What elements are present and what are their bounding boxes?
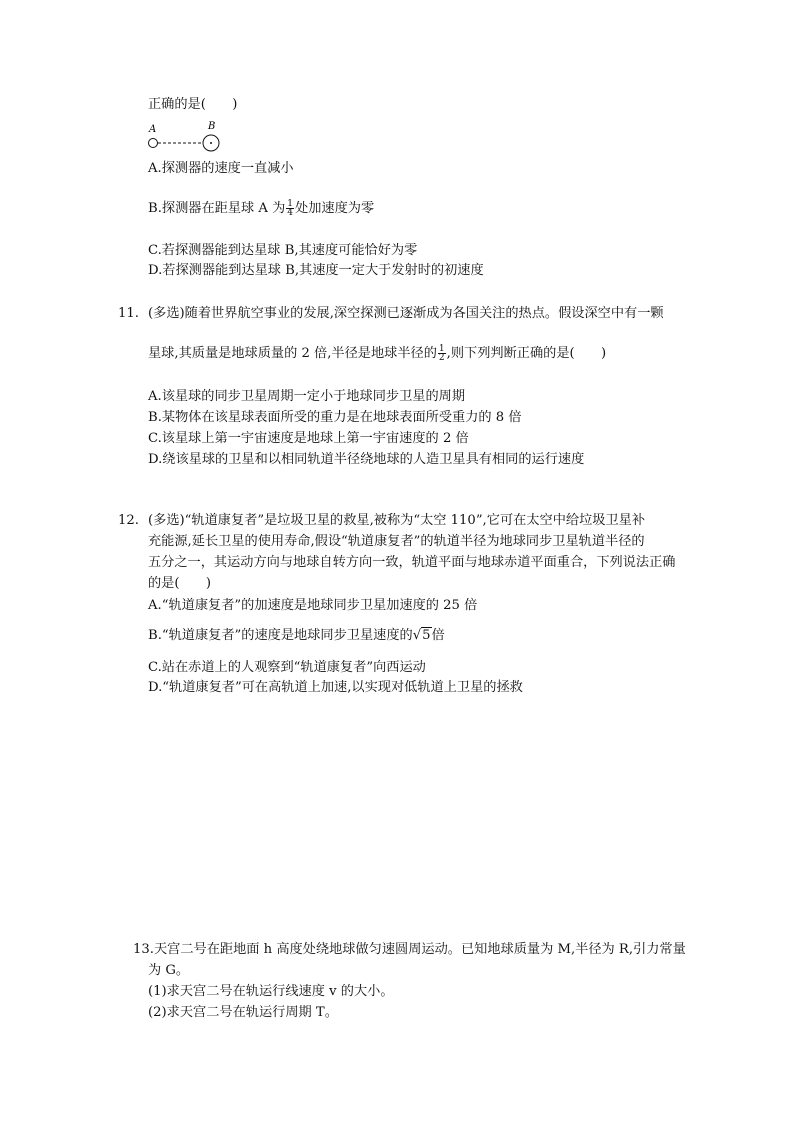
q13-stem-line2: 为 G。: [148, 963, 190, 978]
q11-number: 11.: [118, 306, 139, 321]
q12-stem-line1: (多选)“轨道康复者”是垃圾卫星的救星,被称为“太空 110”,它可在太空中给垃圾卫星补: [148, 513, 646, 528]
q10-figure: [140, 118, 230, 158]
q13-sub1: (1)求天宫二号在轨运行线速度 v 的大小。: [148, 984, 394, 999]
q11-option-c: C.该星球上第一宇宙速度是地球上第一宇宙速度的 2 倍: [148, 431, 469, 446]
q12-stem-line2: 充能源,延长卫星的使用寿命,假设“轨道康复者”的轨道半径为地球同步卫星轨道半径的: [148, 534, 645, 549]
q12-stem-line4: 的是( ): [148, 576, 212, 591]
q12-number: 12.: [118, 513, 139, 528]
fraction-one-half: $\frac{1}{2}$: [438, 344, 445, 363]
star-b-center-dot: [210, 142, 212, 144]
q11-option-d: D.绕该星球的卫星和以相同轨道半径绕地球的人造卫星具有相同的运行速度: [148, 452, 585, 467]
q10-option-a: A.探测器的速度一直减小: [148, 161, 294, 176]
q10-label-a: A: [149, 124, 157, 135]
q10-option-c: C.若探测器能到达星球 B,其速度可能恰好为零: [148, 243, 418, 258]
q10-option-b: B.探测器在距星球 A 为 $\frac{1}{4}$ 处加速度为零: [148, 199, 375, 218]
q11-stem-line2: 星球,其质量是地球质量的 2 倍,半径是地球半径的 $\frac{1}{2}$ ,则下列判断正确的是( ): [148, 344, 607, 363]
q11-stem-line1: (多选)随着世界航空事业的发展,深空探测已逐渐成为各国关注的热点。假设深空中有一颗: [148, 306, 664, 321]
fraction-one-quarter: $\frac{1}{4}$: [287, 199, 294, 218]
q10-label-b: B: [208, 121, 216, 132]
star-a-circle: [149, 139, 158, 148]
sqrt-five: √5: [412, 628, 431, 643]
q10-stem-tail: 正确的是( ): [148, 97, 238, 112]
q11-option-a: A.该星球的同步卫星周期一定小于地球同步卫星的周期: [148, 389, 466, 404]
q13-stem-line1: 13.天宫二号在距地面 h 高度处绕地球做匀速圆周运动。已知地球质量为 M,半径为 R,引力常量: [133, 942, 686, 957]
q12-option-d: D.“轨道康复者”可在高轨道上加速,以实现对低轨道上卫星的拯救: [148, 680, 523, 695]
q12-option-c: C.站在赤道上的人观察到“轨道康复者”向西运动: [148, 660, 426, 675]
q12-option-b: B.“轨道康复者”的速度是地球同步卫星速度的√5倍: [148, 628, 445, 643]
q11-option-b: B.某物体在该星球表面所受的重力是在地球表面所受重力的 8 倍: [148, 410, 522, 425]
q12-option-a: A.“轨道康复者”的加速度是地球同步卫星加速度的 25 倍: [148, 598, 478, 613]
q13-sub2: (2)求天宫二号在轨运行周期 T。: [148, 1005, 338, 1020]
q10-option-d: D.若探测器能到达星球 B,其速度一定大于发射时的初速度: [148, 263, 484, 278]
q12-stem-line3: 五分之一，其运动方向与地球自转方向一致，轨道平面与地球赤道平面重合，下列说法正确: [148, 555, 676, 570]
